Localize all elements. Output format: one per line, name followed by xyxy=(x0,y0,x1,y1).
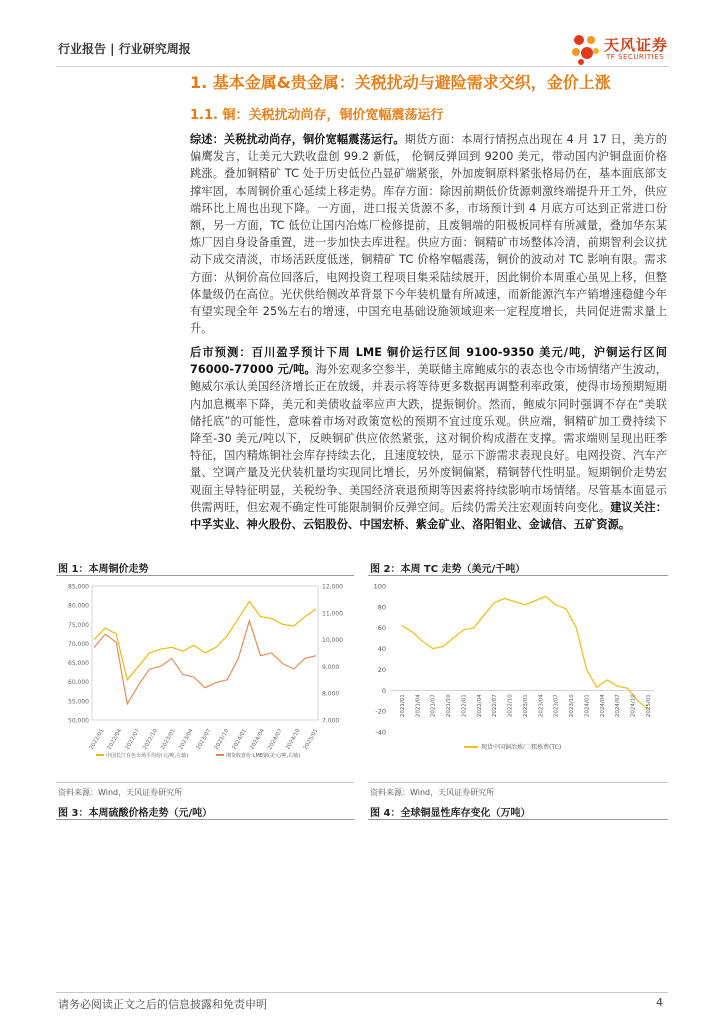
suggest-stocks: 中孚实业、神火股份、云铝股份、中国宏桥、紫金矿业、洛阳钼业、金诚信、五矿资源。 xyxy=(190,518,631,532)
summary-body: 期货方面：本周行情拐点出现在 4 月 17 日，美方的偏鹰发言，让美元大跌收盘创 99.2 新低， 伦铜反弹回到 9200 美元，带动国内沪铜盘面价格跳涨。叠加铜精矿 TC 处于历史低位凸显矿端紧张，外加废铜原料紧张格局仍在，基本面底部支撑牢固，本周铜价重心延续上移走势。库存方面：除因前期低价货源刺激终端提升开工外，供应端环比上周也出现下降。一方面，进口报关货源不多，市场预计到 4 月底方可达到正常进口份额，另一方面，TC 低位让国内冶炼厂检修提前，且废铜端的阳极板同样有所减量，叠加华东某炼厂因自身设备重置，进一步加快去库进程。供应方面：铜精矿市场整体冷清，前期智利会议扰动下成交清淡，市场活跃度低迷，铜精矿 TC 价格窄幅震荡，铜价的波动对 TC 影响有限。需求方面：从铜价高位回落后，电网投资工程项目集采陆续展开，因此铜价本周重心虽见上移，但整体量级仍在高位。光伏供给侧改革背景下今年装机量有所减速，而新能源汽车产销增速稳健今年有望实现全年 25%左右的增速，中国充电基础设施领域迎来一定程度增长，共同促进需求量上升。 xyxy=(190,133,668,336)
fig2-x-tick: 2023/04 xyxy=(538,694,545,718)
fig1-title: 图 1：本周铜价走势 xyxy=(58,564,149,575)
fig2-legend-swatch xyxy=(464,746,478,748)
fig2-x-tick: 2022/01 xyxy=(461,694,468,718)
logo-mark-icon xyxy=(570,32,602,66)
fig1-legend-swatch-lme xyxy=(216,754,224,756)
fig1-right-tick: 9,000 xyxy=(322,663,340,671)
fig1-left-tick: 60,000 xyxy=(68,679,89,687)
logo-text-en: TF SECURITIES xyxy=(606,53,665,61)
fig1-left-tick: 85,000 xyxy=(68,583,89,591)
fig2-x-tick: 2025/01 xyxy=(646,694,652,718)
fig1-x-tick: 2022/04 xyxy=(106,728,124,751)
fig1-right-tick: 7,000 xyxy=(322,717,340,725)
suggest-label: 建议关注： xyxy=(610,500,667,514)
fig2-x-tick: 2022/04 xyxy=(476,694,483,718)
fig1-source: 资料来源：Wind，天风证券研究所 xyxy=(58,788,183,797)
fig2-bottom-rule xyxy=(368,782,668,783)
forecast-body: 海外宏观多空参半，美联储主席鲍威尔的表态也令市场情绪产生波动，鲍威尔承认美国经济增长正在放缓，并表示将等待更多数据再调整利率政策，使得市场预期短期内加息概率下降，美元和美债收益率应声大跌，提振铜价。然而，鲍威尔同时强调不存在“美联储托底”的可能性，意味着市场对政策宽松的预期不宜过度乐观。供应端，铜精矿加工费持续下降至-30 美元/吨以下，反映铜矿供应依然紧张，这对铜价构成潜在支撑。需求端则呈现出旺季特征，国内精炼铜社会库存持续去化，且速度较快，显示下游需求表现良好。电网投资、汽车产量、空调产量及光伏装机量均实现同比增长，另外废铜偏紧，精铜替代性明显。短期铜价走势宏观面主导特征明显，关税纷争、美国经济衰退预期等因素将持续影响市场情绪。尽管基本面显示供需两旺，但宏观不确定性可能限制铜价反弹空间。后续仍需关注宏观面转向变化。 xyxy=(190,363,667,514)
fig1-left-tick: 55,000 xyxy=(68,698,89,706)
fig2-source: 资料来源：Wind，天风证券研究所 xyxy=(370,788,495,797)
fig2-legend-label: 现货中国铜冶炼厂:粗炼费(TC) xyxy=(481,744,562,751)
section-heading: 1. 基本金属&贵金属：关税扰动与避险需求交织，金价上涨 xyxy=(190,73,611,92)
fig2-y-tick: -20 xyxy=(375,707,386,716)
fig1-x-tick: 2025/01 xyxy=(302,728,320,751)
fig1-legend-cn: 中国长江有色市场平均价(元/吨,左轴) xyxy=(106,753,189,759)
fig1-x-tick: 2023/10 xyxy=(213,728,231,751)
fig2-x-tick: 2023/10 xyxy=(569,694,576,718)
fig2-x-tick: 2021/10 xyxy=(446,694,453,718)
fig2-x-tick: 2023/07 xyxy=(553,694,560,718)
fig2-x-tick: 2021/04 xyxy=(415,694,422,718)
fig3-title: 图 3：本周硫酸价格走势（元/吨） xyxy=(58,808,213,819)
fig1-x-tick: 2022/07 xyxy=(124,728,142,751)
fig1-bottom-rule xyxy=(56,782,354,783)
fig4-top-rule xyxy=(368,819,668,820)
fig1-left-tick: 75,000 xyxy=(68,621,89,629)
fig2-chart xyxy=(368,578,668,770)
fig2-x-tick: 2024/07 xyxy=(615,694,622,718)
fig2-y-tick: -40 xyxy=(375,728,386,737)
fig2-y-tick: 0 xyxy=(381,686,386,695)
fig1-x-tick: 2022/10 xyxy=(142,728,159,751)
fig2-y-tick: 20 xyxy=(377,665,386,674)
fig2-x-tick: 2024/01 xyxy=(584,694,591,718)
fig1-x-tick: 2023/04 xyxy=(177,728,195,751)
fig1-top-rule xyxy=(56,575,354,576)
fig1-legend-swatch-cn xyxy=(96,754,104,756)
fig1-right-tick: 11,000 xyxy=(322,610,343,618)
fig1-right-tick: 12,000 xyxy=(322,583,343,591)
fig2-x-tick: 2022/07 xyxy=(492,694,499,718)
forecast-paragraph xyxy=(190,344,667,533)
fig1-x-tick: 2024/07 xyxy=(267,728,284,751)
subsection-heading: 1.1. 铜：关税扰动尚存，铜价宽幅震荡运行 xyxy=(190,108,444,123)
fig2-x-tick: 2021/07 xyxy=(430,694,437,718)
fig1-x-tick: 2024/04 xyxy=(249,728,266,751)
fig2-y-tick: 80 xyxy=(377,603,386,612)
fig2-title: 图 2：本周 TC 走势（美元/千吨） xyxy=(370,564,526,575)
fig2-x-tick: 2021/01 xyxy=(400,694,406,718)
fig3-top-rule xyxy=(56,819,354,820)
fig2-x-tick: 2024/10 xyxy=(630,694,637,718)
forecast-lead: 后市预测：百川盈孚预计下周 LME 铜价运行区间 9100-9350 美元/吨，沪铜运行区间 76000-77000 元/吨。 xyxy=(190,346,667,377)
fig2-tc-line xyxy=(402,596,648,709)
fig1-legend-lme: 期货收盘价:LME铜(美元/吨,右轴) xyxy=(226,753,301,759)
fig1-x-tick: 2024/10 xyxy=(284,728,302,751)
footer-divider xyxy=(56,992,668,993)
page-number: 4 xyxy=(656,996,663,1009)
fig1-left-tick: 70,000 xyxy=(68,640,89,648)
logo-text-cn: 天风证券 xyxy=(604,36,669,54)
report-type-header: 行业报告 | 行业研究周报 xyxy=(58,42,191,56)
fig4-title: 图 4：全球铜显性库存变化（万吨） xyxy=(370,808,531,819)
summary-lead: 综述：关税扰动尚存，铜价宽幅震荡运行。 xyxy=(190,133,405,146)
fig1-left-tick: 50,000 xyxy=(68,717,89,725)
footer-disclaimer: 请务必阅读正文之后的信息披露和免责申明 xyxy=(58,998,267,1011)
fig1-x-tick: 2023/01 xyxy=(160,728,177,751)
fig2-top-rule xyxy=(368,575,668,576)
fig1-series-lme-line xyxy=(94,621,316,704)
fig2-x-tick: 2024/04 xyxy=(599,694,606,718)
fig2-y-tick: 60 xyxy=(377,624,386,633)
fig1-series-cn-line xyxy=(94,601,316,680)
fig2-y-tick: 100 xyxy=(373,582,386,591)
fig1-left-tick: 65,000 xyxy=(68,660,89,668)
fig2-x-tick: 2023/01 xyxy=(523,694,529,718)
fig1-left-tick: 80,000 xyxy=(68,602,89,610)
fig2-x-tick: 2022/10 xyxy=(507,694,514,718)
fig1-right-tick: 8,000 xyxy=(322,690,340,698)
fig1-chart xyxy=(56,578,356,770)
summary-paragraph xyxy=(190,131,667,337)
fig1-x-tick: 2022/01 xyxy=(88,728,106,751)
company-logo xyxy=(570,32,680,66)
fig1-right-tick: 10,000 xyxy=(322,637,343,645)
header-divider xyxy=(56,66,668,67)
fig1-x-tick: 2024/01 xyxy=(231,728,249,751)
fig2-y-tick: 40 xyxy=(377,645,386,654)
fig1-x-tick: 2023/07 xyxy=(195,728,213,751)
